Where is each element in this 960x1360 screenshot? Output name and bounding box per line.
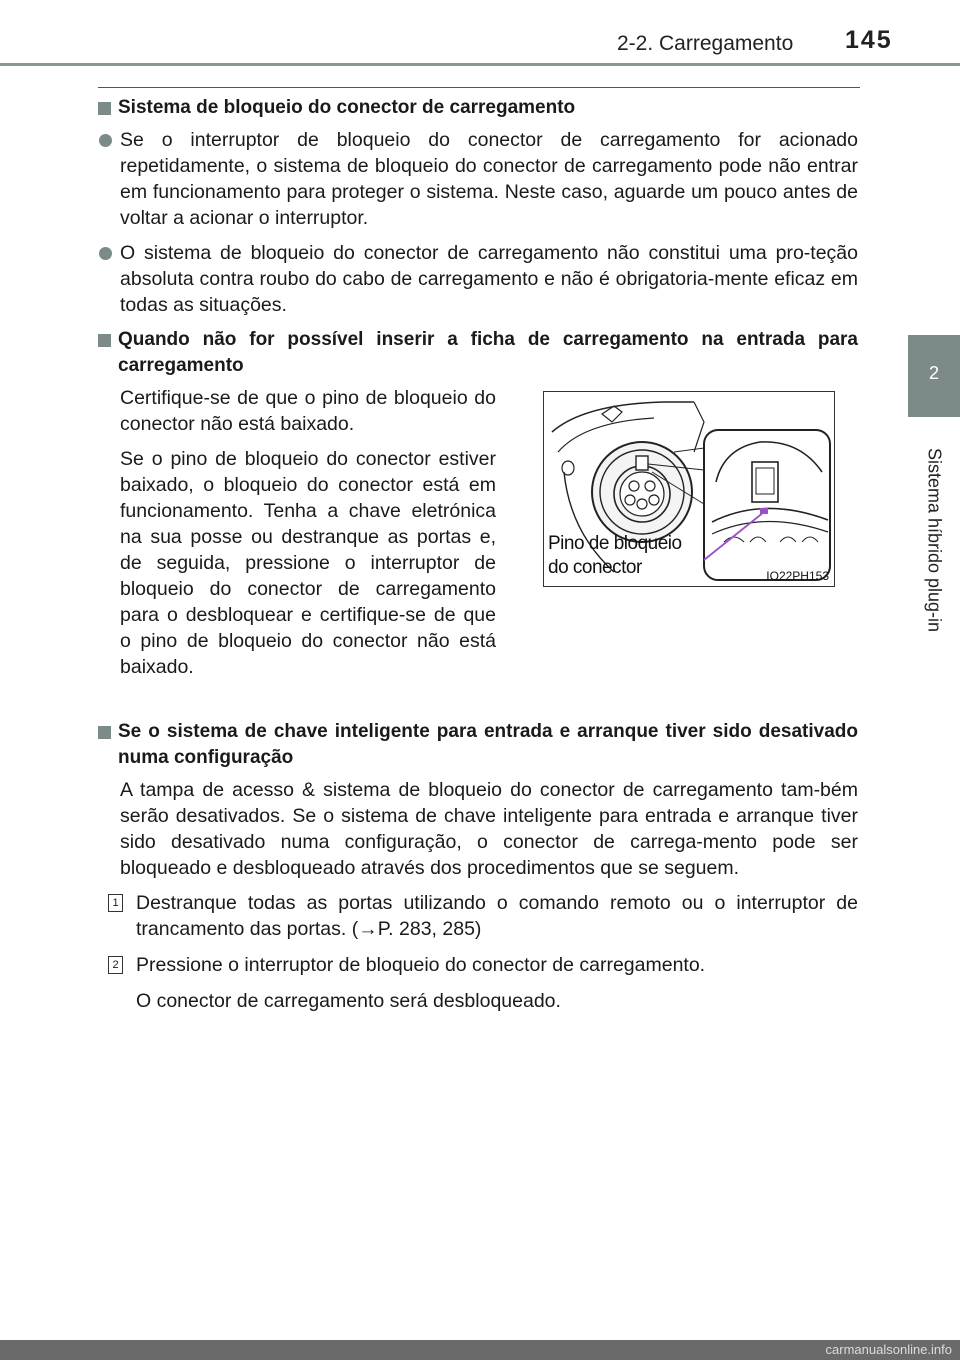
step-number: 2 xyxy=(108,956,123,974)
section-heading xyxy=(98,327,858,379)
square-bullet-icon xyxy=(98,334,111,347)
paragraph: Se o pino de bloqueio do conector estiver baixado, o bloqueio do conector está em funcionamento. Tenha a chave eletrónica na sua posse ou destranque as portas e, de seguida, pressione o interruptor de bloqueio do conector de carregamento para o desbloquear e certifique-se de que o pino de bloqueio do conector não está baixado. xyxy=(120,448,496,678)
step-number: 1 xyxy=(108,894,123,912)
chapter-tab xyxy=(908,335,960,417)
bullet-item xyxy=(98,127,858,231)
header-rule xyxy=(0,63,960,66)
paragraph: A tampa de acesso & sistema de bloqueio do conector de carregamento tam-bém serão desativados. Se o sistema de chave inteligente para entrada e arranque tiver sido desativado numa configuração, o conector de carrega-mento pode ser bloqueado e desbloqueado através dos procedimentos que se seguem. xyxy=(120,779,858,879)
step-result: O conector de carregamento será desbloqueado. xyxy=(136,990,561,1012)
bullet-item xyxy=(98,240,858,318)
callout-label-line: Pino de bloqueio xyxy=(548,533,682,554)
figure-section xyxy=(98,385,858,707)
section-heading xyxy=(98,719,858,771)
step-text: Destranque todas as portas utilizando o comando remoto ou o interruptor de trancamento das portas. (→P. 283, 285) xyxy=(136,892,858,940)
section-heading-text: Se o sistema de chave inteligente para entrada e arranque tiver sido desativado numa configuração xyxy=(118,721,858,768)
page-header xyxy=(0,0,960,70)
circle-bullet-icon xyxy=(99,247,112,260)
chapter-number: 2 xyxy=(928,363,939,383)
bullet-text: O sistema de bloqueio do conector de carregamento não constitui uma pro-teção absoluta contra roubo do cabo de carregamento e não é obrigatoria-mente eficaz em todas as situações. xyxy=(120,242,858,316)
figure-section-text xyxy=(98,385,496,680)
bullet-text: Se o interruptor de bloqueio do conector de carregamento for acionado repetidamente, o sistema de bloqueio do conector de carregamento pode não entrar em funcionamento para proteger o sistema. Neste caso, aguarde um pouco antes de voltar a acionar o interruptor. xyxy=(120,129,858,229)
charging-inlet-illustration xyxy=(543,391,835,587)
circle-bullet-icon xyxy=(99,134,112,147)
square-bullet-icon xyxy=(98,102,111,115)
step-item xyxy=(98,952,858,978)
section-heading-text: Quando não for possível inserir a ficha de carregamento na entrada para carregamento xyxy=(118,329,858,376)
section-heading-text: Sistema de bloqueio do conector de carregamento xyxy=(118,97,576,118)
step-item xyxy=(98,890,858,942)
callout-label xyxy=(548,532,682,580)
step-text: Pressione o interruptor de bloqueio do conector de carregamento. xyxy=(136,954,706,976)
page-number: 145 xyxy=(845,26,893,54)
page-content xyxy=(98,95,858,1014)
watermark: carmanualsonline.info xyxy=(0,1340,960,1360)
content-rule xyxy=(98,87,860,88)
figure-code: IO22PH153 xyxy=(766,569,829,583)
section-heading xyxy=(98,95,858,121)
callout-label-line: do conector xyxy=(548,557,642,578)
paragraph: Certifique-se de que o pino de bloqueio do conector não está baixado. xyxy=(120,387,496,435)
chapter-label: Sistema híbrido plug-in xyxy=(924,447,945,633)
section-title: 2-2. Carregamento xyxy=(617,32,794,55)
square-bullet-icon xyxy=(98,726,111,739)
